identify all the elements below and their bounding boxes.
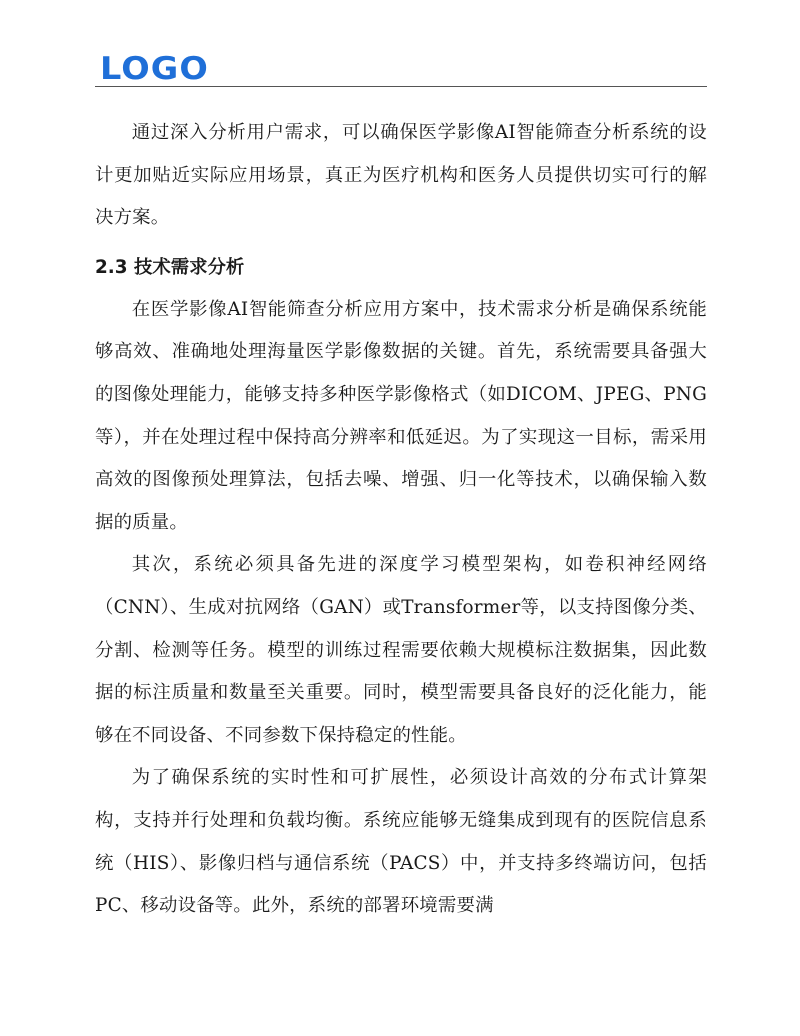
section-heading: 2.3 技术需求分析 — [95, 256, 245, 278]
logo: LOGO — [100, 51, 209, 87]
section-paragraph-1: 在医学影像AI智能筛查分析应用方案中，技术需求分析是确保系统能够高效、准确地处理海量医学影像数据的关键。首先，系统需要具备强大的图像处理能力，能够支持多种医学影像格式（如DICOM、JPEG、PNG等），并在处理过程中保持高分辨率和低延迟。为了实现这一目标，需采用高效的图像预处理算法，包括去噪、增强、归一化等技术，以确保输入数据的质量。 — [95, 298, 707, 533]
section-paragraph-3: 为了确保系统的实时性和可扩展性，必须设计高效的分布式计算架构，支持并行处理和负载均衡。系统应能够无缝集成到现有的医院信息系统（HIS）、影像归档与通信系统（PACS）中，并支持多终端访问，包括PC、移动设备等。此外，系统的部署环境需要满 — [95, 767, 707, 917]
intro-paragraph: 通过深入分析用户需求，可以确保医学影像AI智能筛查分析系统的设计更加贴近实际应用场景，真正为医疗机构和医务人员提供切实可行的解决方案。 — [95, 122, 707, 229]
page-header — [0, 0, 800, 90]
header-divider — [95, 86, 707, 87]
section-paragraph-2: 其次，系统必须具备先进的深度学习模型架构，如卷积神经网络（CNN）、生成对抗网络（GAN）或Transformer等，以支持图像分类、分割、检测等任务。模型的训练过程需要依赖大规模标注数据集，因此数据的标注质量和数量至关重要。同时，模型需要具备良好的泛化能力，能够在不同设备、不同参数下保持稳定的性能。 — [95, 554, 707, 746]
document-body — [95, 112, 707, 928]
